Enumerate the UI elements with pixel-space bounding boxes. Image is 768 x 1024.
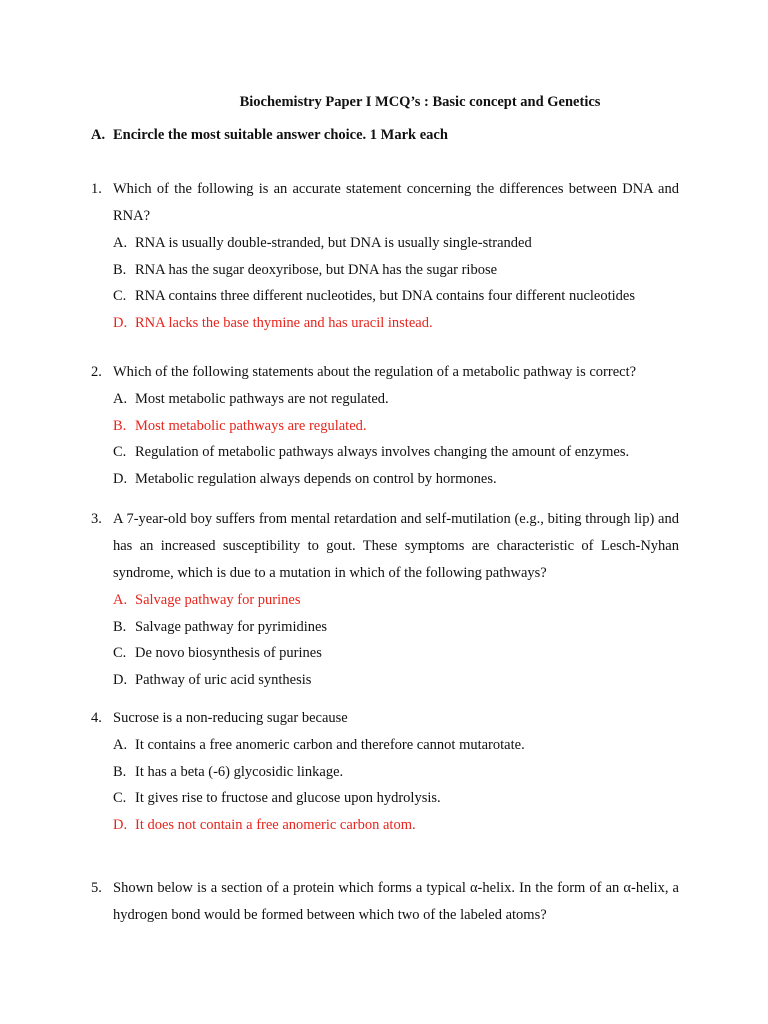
- option-d[interactable]: D. Pathway of uric acid synthesis: [113, 671, 312, 688]
- question-stem: [91, 506, 679, 587]
- option-c[interactable]: C. It gives rise to fructose and glucose upon hydrolysis.: [113, 790, 441, 807]
- section-instruction-text: Encircle the most suitable answer choice. 1 Mark each: [113, 127, 448, 143]
- section-instruction: [91, 127, 448, 144]
- question-4: [91, 705, 679, 838]
- section-letter: A.: [91, 127, 106, 143]
- option-b[interactable]: B. Salvage pathway for pyrimidines: [113, 618, 328, 635]
- question-number: 5.: [91, 880, 102, 896]
- option-d[interactable]: D. Metabolic regulation always depends on control by hormones.: [113, 470, 497, 487]
- question-5: [91, 875, 679, 929]
- question-text: Shown below is a section of a protein which forms a typical α-helix. In the form of an α-helix, a hydrogen bond would be formed between which two of the labeled atoms?: [113, 880, 679, 923]
- question-number: 4.: [91, 710, 102, 726]
- option-c[interactable]: C. De novo biosynthesis of purines: [113, 645, 322, 662]
- answer-options: [91, 386, 679, 492]
- answer-options: [91, 230, 679, 336]
- answer-options: [91, 587, 679, 693]
- answer-options: [91, 732, 679, 838]
- question-stem: [91, 875, 679, 929]
- option-b[interactable]: B. It has a beta (-6) glycosidic linkage.: [113, 763, 344, 780]
- question-text: A 7-year-old boy suffers from mental retardation and self-mutilation (e.g., biting through lip) and has an increased susceptibility to gout. These symptoms are characteristic of Lesch-Nyhan syndrome, which is due to a mutation in which of the following pathways?: [113, 511, 679, 581]
- question-2: [91, 359, 679, 492]
- option-a[interactable]: A. It contains a free anomeric carbon and therefore cannot mutarotate.: [113, 737, 525, 753]
- option-c[interactable]: C. Regulation of metabolic pathways always involves changing the amount of enzymes.: [113, 444, 630, 461]
- option-a[interactable]: A. RNA is usually double-stranded, but DNA is usually single-stranded: [113, 235, 532, 251]
- option-d-correct[interactable]: D. RNA lacks the base thymine and has uracil instead.: [113, 314, 433, 331]
- question-number: 3.: [91, 511, 102, 527]
- option-b-correct[interactable]: B. Most metabolic pathways are regulated.: [113, 417, 367, 434]
- option-c[interactable]: C. RNA contains three different nucleotides, but DNA contains four different nucleotides: [113, 288, 635, 305]
- question-number: 1.: [91, 181, 102, 197]
- option-a[interactable]: A. Most metabolic pathways are not regulated.: [113, 391, 389, 407]
- question-stem: [91, 359, 679, 386]
- question-text: Which of the following statements about the regulation of a metabolic pathway is correct?: [113, 364, 637, 380]
- question-number: 2.: [91, 364, 102, 380]
- question-1: [91, 176, 679, 336]
- option-b[interactable]: B. RNA has the sugar deoxyribose, but DNA has the sugar ribose: [113, 261, 498, 278]
- question-stem: [91, 705, 679, 732]
- option-a-correct[interactable]: A. Salvage pathway for purines: [113, 592, 301, 608]
- question-stem: [91, 176, 679, 230]
- option-d-correct[interactable]: D. It does not contain a free anomeric carbon atom.: [113, 816, 416, 833]
- page-title: Biochemistry Paper I MCQ’s : Basic concept and Genetics: [239, 94, 601, 110]
- question-3: [91, 506, 679, 693]
- question-text: Which of the following is an accurate statement concerning the differences between DNA and RNA?: [113, 181, 679, 224]
- question-text: Sucrose is a non-reducing sugar because: [113, 710, 348, 726]
